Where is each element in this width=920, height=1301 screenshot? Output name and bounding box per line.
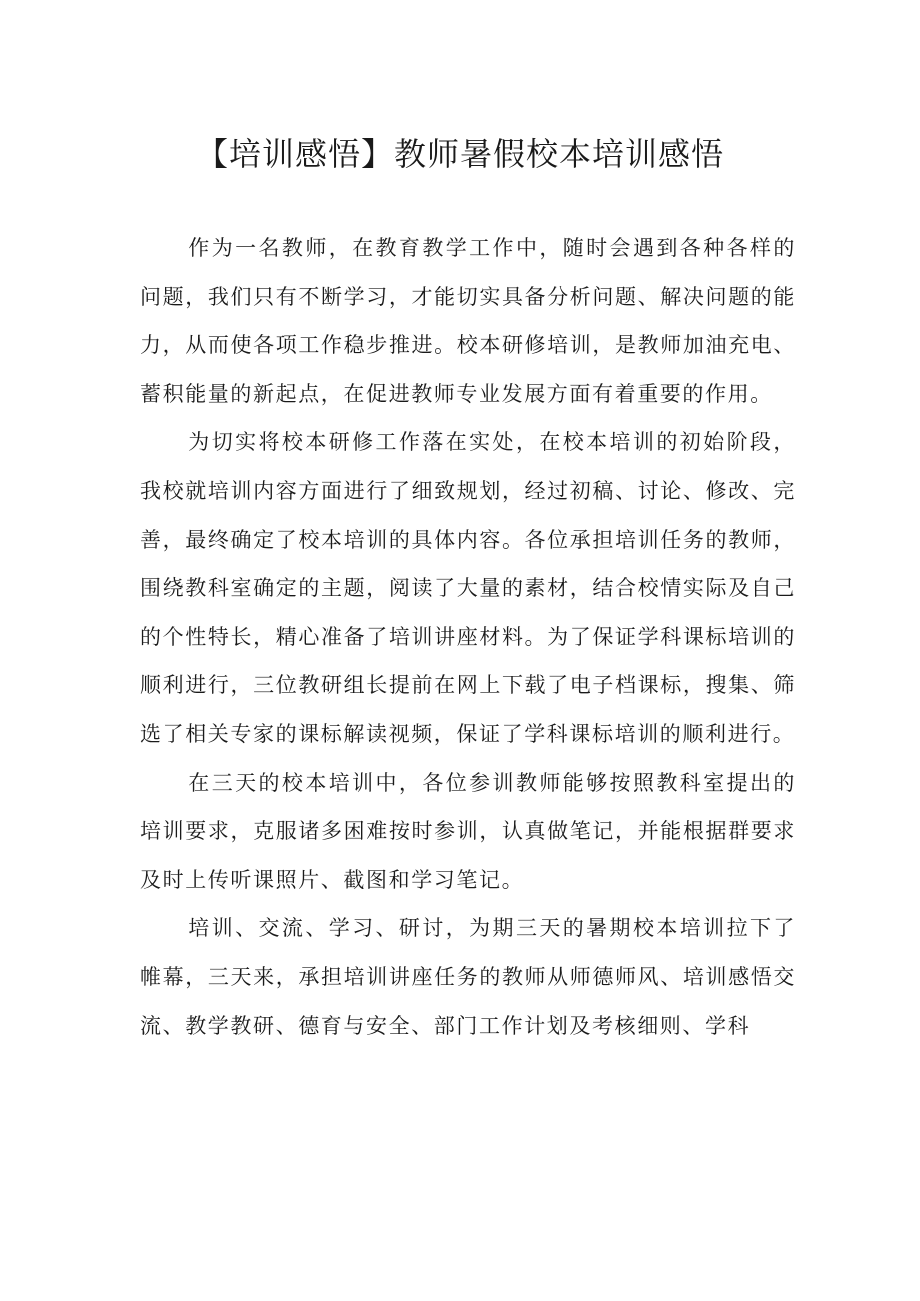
document-body: [140, 224, 796, 1050]
document-title: 【培训感悟】教师暑假校本培训感悟: [195, 135, 724, 173]
paragraph-3: 在三天的校本培训中，各位参训教师能够按照教科室提出的培训要求，克服诸多困难按时参训，认真做笔记，并能根据群要求及时上传听课照片、截图和学习笔记。: [140, 770, 796, 892]
paragraph-2: 为切实将校本研修工作落在实处，在校本培训的初始阶段，我校就培训内容方面进行了细致规划，经过初稿、讨论、修改、完善，最终确定了校本培训的具体内容。各位承担培训任务的教师，围绕教科室确定的主题，阅读了大量的素材，结合校情实际及自己的个性特长，精心准备了培训讲座材料。为了保证学科课标培训的顺利进行，三位教研组长提前在网上下载了电子档课标，搜集、筛选了相关专家的课标解读视频，保证了学科课标培训的顺利进行。: [140, 430, 796, 746]
paragraph-1: 作为一名教师，在教育教学工作中，随时会遇到各种各样的问题，我们只有不断学习，才能切实具备分析问题、解决问题的能力，从而使各项工作稳步推进。校本研修培训，是教师加油充电、蓄积能量的新起点，在促进教师专业发展方面有着重要的作用。: [140, 236, 796, 406]
paragraph-4: 培训、交流、学习、研讨，为期三天的暑期校本培训拉下了帷幕，三天来，承担培训讲座任务的教师从师德师风、培训感悟交流、教学教研、德育与安全、部门工作计划及考核细则、学科: [140, 916, 796, 1038]
